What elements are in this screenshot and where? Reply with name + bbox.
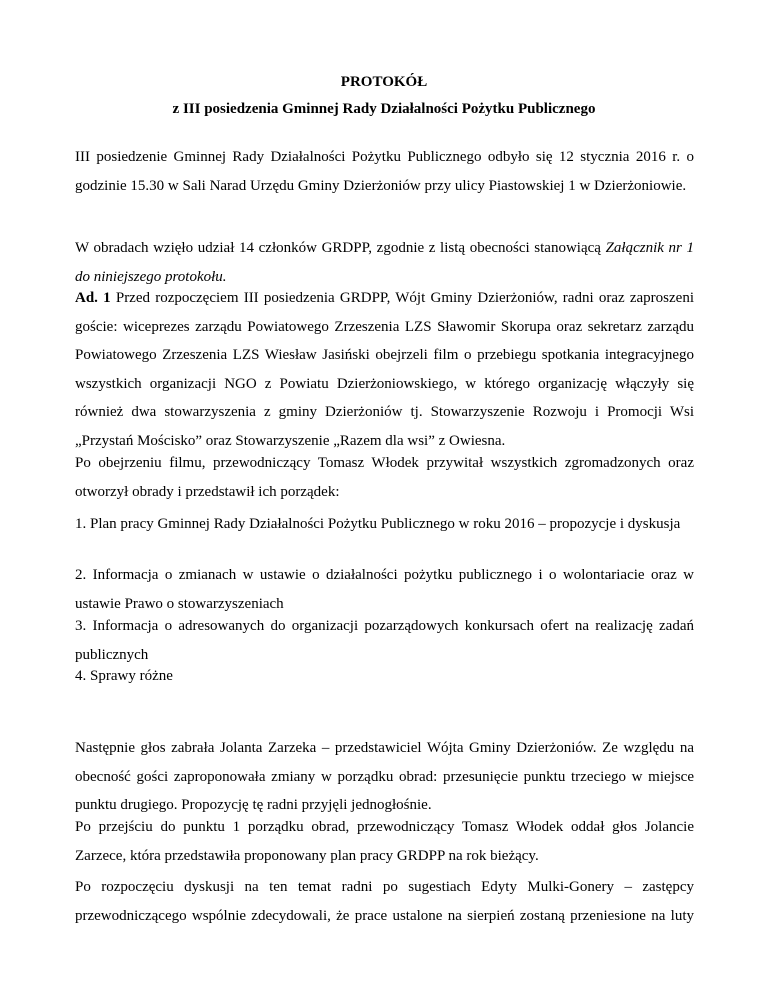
paragraph-agenda-change: Następnie głos zabrała Jolanta Zarzeka – przedstawiciel Wójta Gminy Dzierżoniów. Ze względu na obecność gości zaproponowała zmiany w porządku obrad: przesunięcie punktu trzeciego w miejsce punktu drugiego. Propozycję tę radni przyjęli jednogłośnie. xyxy=(75,740,694,813)
paragraph-opening: Po obejrzeniu filmu, przewodniczący Tomasz Włodek przywitał wszystkich zgromadzonych oraz otworzył obrady i przedstawił ich porządek: xyxy=(75,455,694,500)
agenda-item-4: 4. Sprawy różne xyxy=(75,668,173,684)
paragraph-work-plan: Po przejściu do punktu 1 porządku obrad, przewodniczący Tomasz Włodek oddał głos Jolancie Zarzece, która przedstawiła proponowany plan pracy GRDPP na rok bieżący. xyxy=(75,819,694,864)
paragraph-discussion: Po rozpoczęciu dyskusji na ten temat radni po sugestiach Edyty Mulki-Gonery – zastępcy przewodniczącego wspólnie zdecydowali, że prace ustalone na sierpień zostaną przeniesione na luty xyxy=(75,879,694,924)
paragraph-session-info: III posiedzenie Gminnej Rady Działalności Pożytku Publicznego odbyło się 12 stycznia 2016 r. o godzinie 15.30 w Sali Narad Urzędu Gminy Dzierżoniów przy ulicy Piastowskiej 1 w Dzierżoniowie. xyxy=(75,149,694,194)
document-subtitle: z III posiedzenia Gminnej Rady Działalności Pożytku Publicznego xyxy=(172,101,596,117)
agenda-item-3: 3. Informacja o adresowanych do organizacji pozarządowych konkursach ofert na realizację zadań publicznych xyxy=(75,618,694,663)
ad1-label: Ad. 1 xyxy=(75,290,111,306)
ad1-text: Przed rozpoczęciem III posiedzenia GRDPP, Wójt Gminy Dzierżoniów, radni oraz zaproszeni goście: wiceprezes zarządu Powiatowego Zrzeszenia LZS Sławomir Skorupa oraz sekretarz zarządu Powiatowego Zrzeszenia LZS Wiesław Jasiński obejrzeli film o przebiegu spotkania integracyjnego wszystkich organizacji NGO z Powiatu Dzierżoniowskiego, w którego organizację włączyły się również dwa stowarzyszenia z gminy Dzierżoniów tj. Stowarzyszenie Rozwoju i Promocji Wsi „Przystań Mościsko” oraz Stowarzyszenie „Razem dla wsi” z Owiesna. xyxy=(75,290,694,449)
paragraph-attendance xyxy=(75,234,694,291)
paragraph-ad1 xyxy=(75,284,694,455)
agenda-item-2: 2. Informacja o zmianach w ustawie o działalności pożytku publicznego i o wolontariacie oraz w ustawie Prawo o stowarzyszeniach xyxy=(75,567,694,612)
agenda-item-1: 1. Plan pracy Gminnej Rady Działalności Pożytku Publicznego w roku 2016 – propozycje i dyskusja xyxy=(75,516,681,532)
attendance-text: W obradach wzięło udział 14 członków GRDPP, zgodnie z listą obecności stanowiącą xyxy=(75,240,606,256)
document-title: PROTOKÓŁ xyxy=(340,74,428,90)
attachment-reference: Załącznik nr 1 do niniejszego protokołu. xyxy=(75,240,695,285)
